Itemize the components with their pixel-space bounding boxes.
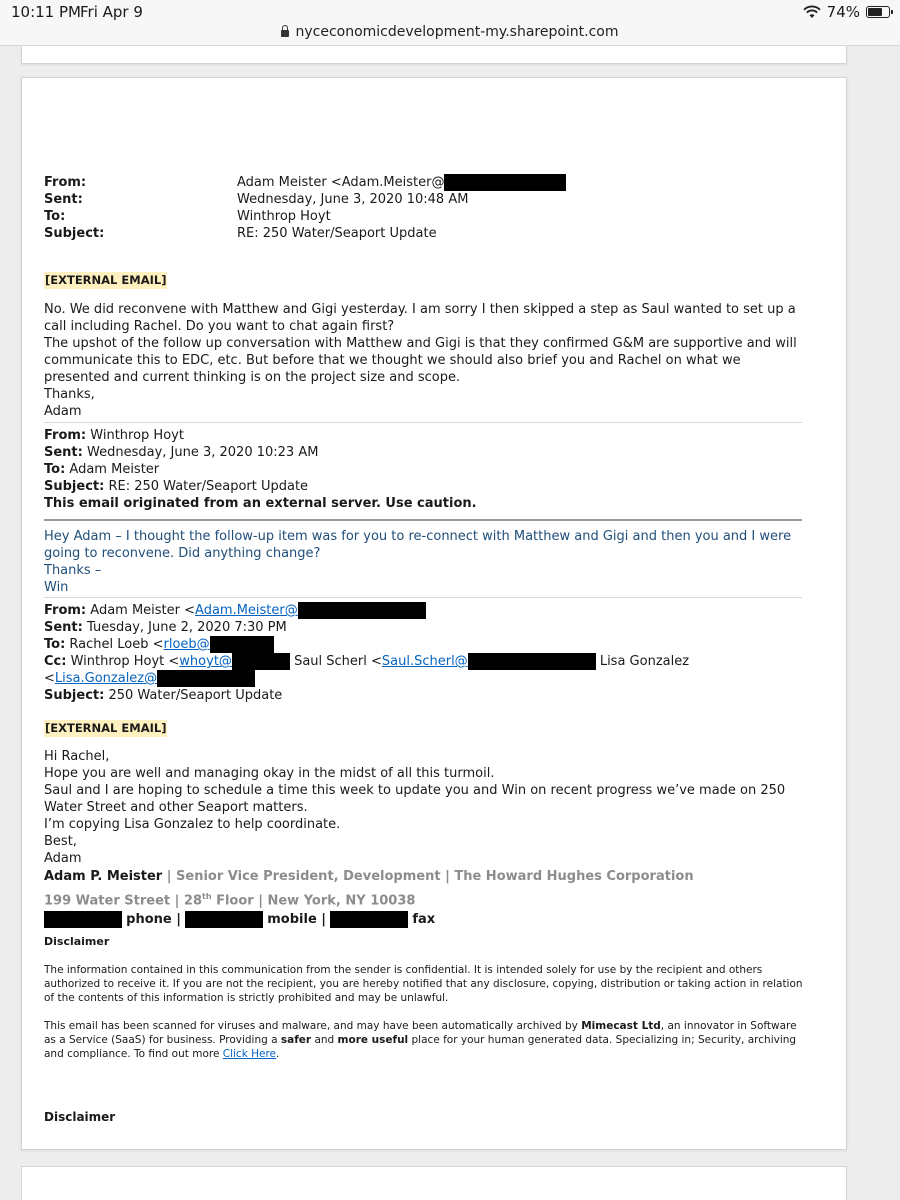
caution-notice <box>44 495 804 512</box>
email-3-sent: Tuesday, June 2, 2020 7:30 PM <box>87 620 287 635</box>
text: , an innovator in Software as a Service (SaaS) for business. Providing a <box>44 1020 797 1046</box>
cc-label: Cc: <box>44 654 67 669</box>
sender-name: Adam Meister < <box>90 603 196 618</box>
signature-title: | Senior Vice President, Development | The Howard Hughes Corporation <box>162 869 694 884</box>
cc-name: Saul Scherl < <box>294 654 382 669</box>
email-2-body-line: Thanks – <box>44 563 102 578</box>
email-1-body-line: Thanks, <box>44 387 95 402</box>
subject-label: Subject: <box>44 688 105 703</box>
email-3-header <box>44 602 804 704</box>
email-2-subject-row <box>44 478 804 495</box>
email-2-body-line: Win <box>44 580 69 595</box>
email-3-body-line: Adam <box>44 851 82 866</box>
signature-address <box>44 888 804 909</box>
email-3-body-line: Hi Rachel, <box>44 749 110 764</box>
email-1-sent-row <box>44 191 804 208</box>
email-3-subject: 250 Water/Seaport Update <box>108 688 283 703</box>
sender-email-link[interactable]: Adam.Meister@ <box>195 603 298 618</box>
battery-level <box>868 8 882 16</box>
email-1-subject-row <box>44 225 804 242</box>
email-1-body-line: No. We did reconvene with Matthew and Gigi yesterday. I am sorry I then skipped a step as Saul wanted to set up a call including Rachel. Do you want to chat again first? <box>44 302 796 334</box>
wifi-icon <box>803 5 821 19</box>
lock-icon <box>281 30 289 37</box>
email-2-sent-row <box>44 444 804 461</box>
email-1-to: Winthrop Hoyt <box>237 209 331 224</box>
disclaimer <box>44 935 804 1061</box>
email-3-from-row <box>44 602 804 619</box>
email-3-body <box>44 748 804 867</box>
sent-label: Sent: <box>44 192 83 207</box>
redaction <box>468 653 596 670</box>
email-3-body-line: I’m copying Lisa Gonzalez to help coordinate. <box>44 817 341 832</box>
email-1-from-row <box>44 174 804 191</box>
email-3-body-line: Saul and I are hoping to schedule a time this week to update you and Win on recent progress we’ve made on 250 Water Street and other Seaport matters. <box>44 783 786 815</box>
email-3-body-line: Best, <box>44 834 77 849</box>
subject-label: Subject: <box>44 479 105 494</box>
email-1-header <box>44 174 804 242</box>
email-1-external-tag <box>44 272 804 289</box>
from-label: From: <box>44 603 87 618</box>
address-bar[interactable] <box>0 22 900 46</box>
email-3-subject-row <box>44 687 804 704</box>
email-1-subject: RE: 250 Water/Seaport Update <box>237 226 437 241</box>
email-2-to-row <box>44 461 804 478</box>
recipient-email-link[interactable]: rloeb@ <box>163 637 210 652</box>
mimecast-paragraph <box>44 1019 804 1061</box>
redaction <box>157 670 255 687</box>
to-label: To: <box>44 462 66 477</box>
email-2-subject: RE: 250 Water/Seaport Update <box>108 479 309 494</box>
address-part: Floor | New York, NY 10038 <box>211 893 416 909</box>
redaction <box>210 636 274 653</box>
cc-email-link[interactable]: Lisa.Gonzalez@ <box>54 671 158 686</box>
disclaimer-heading: Disclaimer <box>44 935 110 948</box>
email-2-body-line: Hey Adam – I thought the follow-up item was for you to re-connect with Matthew and Gigi and then you and I were going to reconvene. Did anything change? <box>44 529 792 561</box>
cc-bracket: < <box>44 671 55 686</box>
email-2-header <box>44 427 804 512</box>
disclaimer-paragraph: The information contained in this communication from the sender is confidential. It is intended solely for use by the recipient and others authorized to receive it. If you are not the recipient, you are hereby notified that any disclosure, copying, distribution or taking action in relation of the contents of this information is strictly prohibited and may be unlawful. <box>44 964 803 1004</box>
cc-name: Lisa Gonzalez <box>599 654 690 669</box>
caution-text: This email originated from an external server. Use caution. <box>44 496 477 511</box>
email-3-body-line: Hope you are well and managing okay in the midst of all this turmoil. <box>44 766 495 781</box>
click-here-link[interactable]: Click Here <box>222 1048 277 1060</box>
text: more useful <box>337 1034 409 1046</box>
address-url: nyceconomicdevelopment-my.sharepoint.com <box>295 24 619 40</box>
status-date: Fri Apr 9 <box>80 3 143 21</box>
email-2-to: Adam Meister <box>69 462 160 477</box>
email-2-from: Winthrop Hoyt <box>90 428 184 443</box>
redaction <box>44 911 122 928</box>
email-1-sent: Wednesday, June 3, 2020 10:48 AM <box>237 192 469 207</box>
cc-name: Winthrop Hoyt < <box>70 654 180 669</box>
signature-contact <box>44 911 804 928</box>
divider <box>44 597 802 598</box>
status-bar <box>0 0 900 24</box>
signature-name-line <box>44 868 804 885</box>
email-1-body-line: Adam <box>44 404 82 419</box>
email-3-to-row <box>44 636 804 653</box>
redaction <box>330 911 408 928</box>
phone-label: phone | <box>126 912 181 928</box>
cc-email-link[interactable]: Saul.Scherl@ <box>381 654 468 669</box>
redaction <box>232 653 290 670</box>
text: and <box>311 1034 338 1046</box>
email-3-cc-row-cont <box>44 670 804 687</box>
email-1-body <box>44 301 804 420</box>
from-label: From: <box>44 175 87 190</box>
to-label: To: <box>44 209 66 224</box>
divider <box>44 519 802 521</box>
email-3-external-tag <box>44 720 804 737</box>
email-1-from <box>237 174 566 191</box>
signature <box>44 868 804 928</box>
sent-label: Sent: <box>44 620 83 635</box>
redaction <box>298 602 426 619</box>
address-sup: th <box>202 892 212 901</box>
email-2-sent: Wednesday, June 3, 2020 10:23 AM <box>87 445 319 460</box>
status-time: 10:11 PM <box>11 3 81 21</box>
from-label: From: <box>44 428 87 443</box>
fax-label: fax <box>412 912 436 928</box>
recipient-name: Rachel Loeb < <box>69 637 164 652</box>
address-part: 199 Water Street | 28 <box>44 893 203 909</box>
email-1-to-row <box>44 208 804 225</box>
sender: Adam Meister <Adam.Meister@ <box>237 175 445 190</box>
cc-email-link[interactable]: whoyt@ <box>179 654 232 669</box>
text: . <box>276 1048 280 1060</box>
next-page <box>21 1166 847 1200</box>
email-1-body-line: The upshot of the follow up conversation with Matthew and Gigi is that they confirmed G&M are supportive and will communicate this to EDC, etc. But before that we thought we should also brief you and Rachel on what we presented and current thinking is on the project size and scope. <box>44 336 797 385</box>
text: place for your human generated data. Specializing in; Security, archiving and compliance. To find out more <box>44 1034 797 1060</box>
redaction <box>185 911 263 928</box>
email-2-body <box>44 528 804 596</box>
redaction <box>444 174 566 191</box>
to-label: To: <box>44 637 66 652</box>
text: safer <box>280 1034 312 1046</box>
battery-icon <box>866 6 890 18</box>
external-email-tag: [EXTERNAL EMAIL] <box>45 721 167 735</box>
status-indicators <box>803 3 890 21</box>
external-email-tag: [EXTERNAL EMAIL] <box>45 273 167 287</box>
email-2-from-row <box>44 427 804 444</box>
text: This email has been scanned for viruses and malware, and may have been automatically archived by <box>44 1020 582 1032</box>
divider <box>44 422 802 423</box>
email-3-sent-row <box>44 619 804 636</box>
sent-label: Sent: <box>44 445 83 460</box>
signature-name: Adam P. Meister <box>44 869 163 884</box>
email-3-cc-row <box>44 653 804 670</box>
subject-label: Subject: <box>44 226 105 241</box>
battery-percent: 74% <box>826 3 860 21</box>
text: Mimecast Ltd <box>581 1020 661 1032</box>
mobile-label: mobile | <box>267 912 327 928</box>
previous-page <box>21 46 847 64</box>
footer-disclaimer-heading: Disclaimer <box>44 1110 116 1124</box>
